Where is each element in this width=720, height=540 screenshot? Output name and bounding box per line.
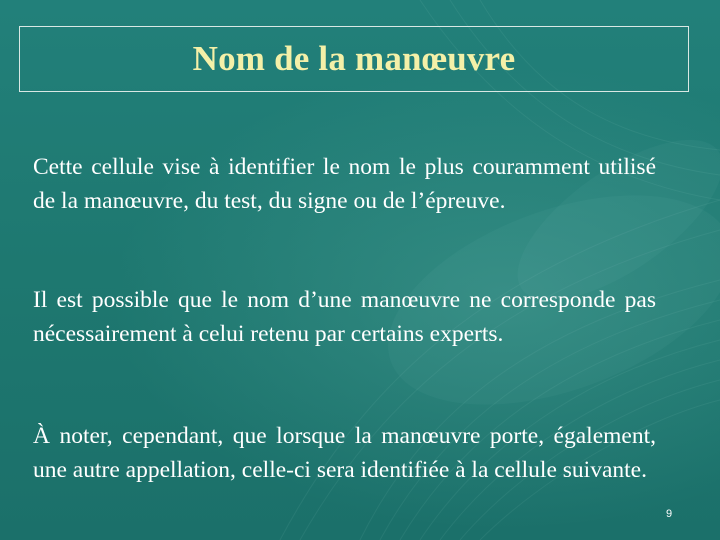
- paragraph-2: Il est possible que le nom d’une manœuvre ne corresponde pas nécessairement à celui retenu par certains experts.: [33, 287, 656, 347]
- slide-title: Nom de la manœuvre: [192, 39, 516, 78]
- paragraph-1: Cette cellule vise à identifier le nom le plus couramment utilisé de la manœuvre, du test, du signe ou de l’épreuve.: [33, 154, 656, 214]
- title-frame: [19, 26, 689, 92]
- page-number: 9: [666, 508, 673, 520]
- paragraph-3: À noter, cependant, que lorsque la manœuvre porte, également, une autre appellation, celle-ci sera identifiée à la cellule suivante.: [33, 423, 656, 483]
